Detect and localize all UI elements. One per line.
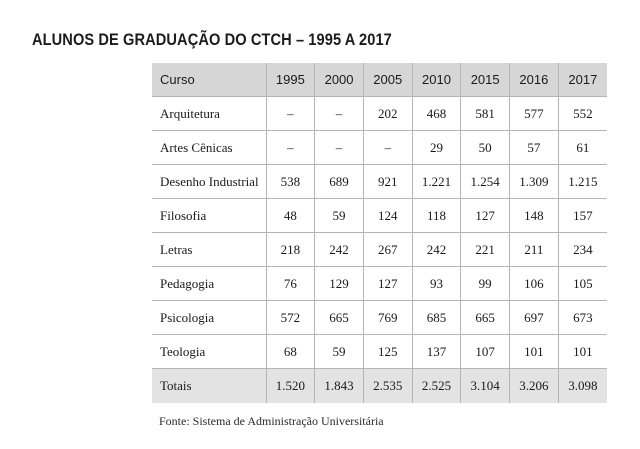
table-row bbox=[152, 267, 607, 301]
total-value: 3.206 bbox=[510, 369, 559, 404]
cell-value: 769 bbox=[363, 301, 412, 335]
cell-value: 137 bbox=[412, 335, 461, 369]
total-value: 2.535 bbox=[363, 369, 412, 404]
cell-value: 689 bbox=[315, 165, 364, 199]
cell-value: 685 bbox=[412, 301, 461, 335]
column-header-2005: 2005 bbox=[363, 63, 412, 97]
cell-value: 552 bbox=[558, 97, 607, 131]
cell-value: 673 bbox=[558, 301, 607, 335]
cell-value: 127 bbox=[461, 199, 510, 233]
totals-row bbox=[152, 369, 607, 404]
cell-value: 577 bbox=[510, 97, 559, 131]
cell-value: 697 bbox=[510, 301, 559, 335]
course-name: Psicologia bbox=[152, 301, 266, 335]
table-row bbox=[152, 199, 607, 233]
cell-value: 59 bbox=[315, 335, 364, 369]
cell-value: 1.215 bbox=[558, 165, 607, 199]
cell-value: 99 bbox=[461, 267, 510, 301]
total-value: 1.520 bbox=[266, 369, 315, 404]
cell-value: 57 bbox=[510, 131, 559, 165]
cell-value: 581 bbox=[461, 97, 510, 131]
cell-value: 572 bbox=[266, 301, 315, 335]
cell-value: – bbox=[315, 131, 364, 165]
column-header-2015: 2015 bbox=[461, 63, 510, 97]
cell-value: 124 bbox=[363, 199, 412, 233]
cell-value: 50 bbox=[461, 131, 510, 165]
course-name: Pedagogia bbox=[152, 267, 266, 301]
source-note: Fonte: Sistema de Administração Universitária bbox=[159, 414, 384, 428]
column-header-1995: 1995 bbox=[266, 63, 315, 97]
cell-value: 59 bbox=[315, 199, 364, 233]
cell-value: – bbox=[266, 97, 315, 131]
cell-value: 61 bbox=[558, 131, 607, 165]
cell-value: 76 bbox=[266, 267, 315, 301]
column-header-2017: 2017 bbox=[558, 63, 607, 97]
cell-value: 1.254 bbox=[461, 165, 510, 199]
table-row bbox=[152, 233, 607, 267]
course-name: Desenho Industrial bbox=[152, 165, 266, 199]
cell-value: 468 bbox=[412, 97, 461, 131]
cell-value: 202 bbox=[363, 97, 412, 131]
cell-value: 127 bbox=[363, 267, 412, 301]
cell-value: 107 bbox=[461, 335, 510, 369]
cell-value: 1.309 bbox=[510, 165, 559, 199]
cell-value: 218 bbox=[266, 233, 315, 267]
table-row bbox=[152, 335, 607, 369]
cell-value: 234 bbox=[558, 233, 607, 267]
cell-value: 48 bbox=[266, 199, 315, 233]
column-header-2016: 2016 bbox=[510, 63, 559, 97]
header-row bbox=[152, 63, 607, 97]
cell-value: 665 bbox=[315, 301, 364, 335]
cell-value: 29 bbox=[412, 131, 461, 165]
cell-value: 101 bbox=[558, 335, 607, 369]
cell-value: 105 bbox=[558, 267, 607, 301]
cell-value: – bbox=[315, 97, 364, 131]
total-value: 3.098 bbox=[558, 369, 607, 404]
totals-label: Totais bbox=[152, 369, 266, 404]
course-name: Arquitetura bbox=[152, 97, 266, 131]
cell-value: 129 bbox=[315, 267, 364, 301]
cell-value: 1.221 bbox=[412, 165, 461, 199]
total-value: 2.525 bbox=[412, 369, 461, 404]
course-name: Filosofia bbox=[152, 199, 266, 233]
cell-value: 267 bbox=[363, 233, 412, 267]
table-row bbox=[152, 131, 607, 165]
cell-value: 242 bbox=[315, 233, 364, 267]
cell-value: 101 bbox=[510, 335, 559, 369]
table-row bbox=[152, 301, 607, 335]
cell-value: 106 bbox=[510, 267, 559, 301]
cell-value: 665 bbox=[461, 301, 510, 335]
course-name: Letras bbox=[152, 233, 266, 267]
cell-value: 118 bbox=[412, 199, 461, 233]
cell-value: 93 bbox=[412, 267, 461, 301]
column-header-2000: 2000 bbox=[315, 63, 364, 97]
table-title: ALUNOS DE GRADUAÇÃO DO CTCH – 1995 A 2017 bbox=[32, 30, 392, 49]
column-header-course: Curso bbox=[152, 63, 266, 97]
course-name: Artes Cênicas bbox=[152, 131, 266, 165]
cell-value: 211 bbox=[510, 233, 559, 267]
cell-value: 538 bbox=[266, 165, 315, 199]
cell-value: 125 bbox=[363, 335, 412, 369]
table-row bbox=[152, 165, 607, 199]
cell-value: – bbox=[363, 131, 412, 165]
cell-value: 242 bbox=[412, 233, 461, 267]
course-name: Teologia bbox=[152, 335, 266, 369]
total-value: 1.843 bbox=[315, 369, 364, 404]
cell-value: 921 bbox=[363, 165, 412, 199]
cell-value: – bbox=[266, 131, 315, 165]
cell-value: 68 bbox=[266, 335, 315, 369]
cell-value: 157 bbox=[558, 199, 607, 233]
table-row bbox=[152, 97, 607, 131]
cell-value: 221 bbox=[461, 233, 510, 267]
column-header-2010: 2010 bbox=[412, 63, 461, 97]
enrollment-table bbox=[152, 63, 607, 403]
total-value: 3.104 bbox=[461, 369, 510, 404]
cell-value: 148 bbox=[510, 199, 559, 233]
